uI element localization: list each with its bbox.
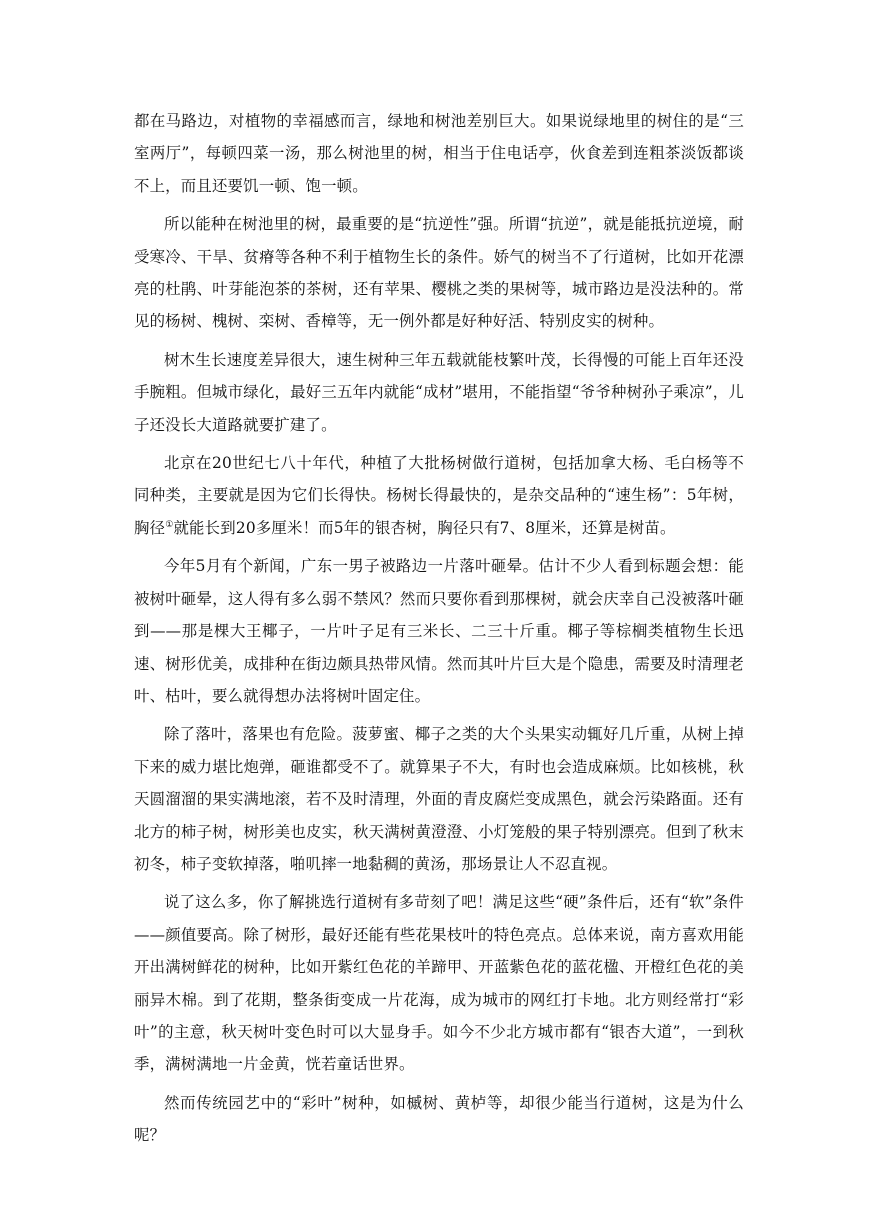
- article-body: [134, 105, 744, 1158]
- paragraph-5: 今年5月有个新闻，广东一男子被路边一片落叶砸晕。估计不少人看到标题会想：能被树叶砸晕，这人得有多么弱不禁风？然而只要你看到那棵树，就会庆幸自己没被落叶砸到——那是棵大王椰子，一片叶子足有三米长、二三十斤重。椰子等棕榈类植物生长迅速、树形优美，成排种在街边颇具热带风情。然而其叶片巨大是个隐患，需要及时清理老叶、枯叶，要么就得想办法将树叶固定住。: [134, 557, 744, 705]
- paragraph-1: 都在马路边，对植物的幸福感而言，绿地和树池差别巨大。如果说绿地里的树住的是“三室两厅”，每顿四菜一汤，那么树池里的树，相当于住电话亭，伙食差到连粗茶淡饭都谈不上，而且还要饥一顿、饱一顿。: [134, 112, 744, 195]
- paragraph-4: [134, 447, 744, 544]
- paragraph-3: 树木生长速度差异很大，速生树种三年五载就能枝繁叶茂，长得慢的可能上百年还没手腕粗。但城市绿化，最好三五年内就能“成材”堪用，不能指望“爷爷种树孙子乘凉”，儿子还没长大道路就要扩建了。: [134, 350, 744, 434]
- paragraph-4-text-before-note: 北京在20世纪七八十年代，种植了大批杨树做行道树，包括加拿大杨、毛白杨等不同种类，主要就是因为它们长得快。杨树长得最快的，是杂交品种的“速生杨”：5年树，胸径: [134, 454, 744, 537]
- paragraph-4-text-after-note: 就能长到20多厘米！而5年的银杏树，胸径只有7、8厘米，还算是树苗。: [173, 518, 676, 537]
- paragraph-2: 所以能种在树池里的树，最重要的是“抗逆性”强。所谓“抗逆”，就是能抵抗逆境，耐受寒冷、干旱、贫瘠等各种不利于植物生长的条件。娇气的树当不了行道树，比如开花漂亮的杜鹃、叶芽能泡茶的茶树，还有苹果、樱桃之类的果树等，城市路边是没法种的。常见的杨树、槐树、栾树、香樟等，无一例外都是好种好活、特别皮实的树种。: [134, 215, 744, 331]
- paragraph-6: 除了落叶，落果也有危险。菠萝蜜、椰子之类的大个头果实动辄好几斤重，从树上掉下来的威力堪比炮弹，砸谁都受不了。就算果子不大，有时也会造成麻烦。比如核桃，秋天圆溜溜的果实满地滚，若不及时清理，外面的青皮腐烂变成黑色，就会污染路面。还有北方的柿子树，树形美也皮实，秋天满树黄澄澄、小灯笼般的果子特别漂亮。但到了秋末初冬，柿子变软掉落，啪叽摔一地黏稠的黄汤，那场景让人不忍直视。: [134, 725, 744, 873]
- paragraph-7: 说了这么多，你了解挑选行道树有多苛刻了吧！满足这些“硬”条件后，还有“软”条件——颜值要高。除了树形，最好还能有些花果枝叶的特色亮点。总体来说，南方喜欢用能开出满树鲜花的树种，比如开紫红色花的羊蹄甲、开蓝紫色花的蓝花楹、开橙红色花的美丽异木棉。到了花期，整条街变成一片花海，成为城市的网红打卡地。北方则经常打“彩叶”的主意，秋天树叶变色时可以大显身手。如今不少北方城市都有“银杏大道”，一到秋季，满树满地一片金黄，恍若童话世界。: [134, 893, 744, 1074]
- paragraph-8: 然而传统园艺中的“彩叶”树种，如槭树、黄栌等，却很少能当行道树，这是为什么呢？: [134, 1093, 744, 1145]
- footnote-marker: ①: [165, 519, 174, 530]
